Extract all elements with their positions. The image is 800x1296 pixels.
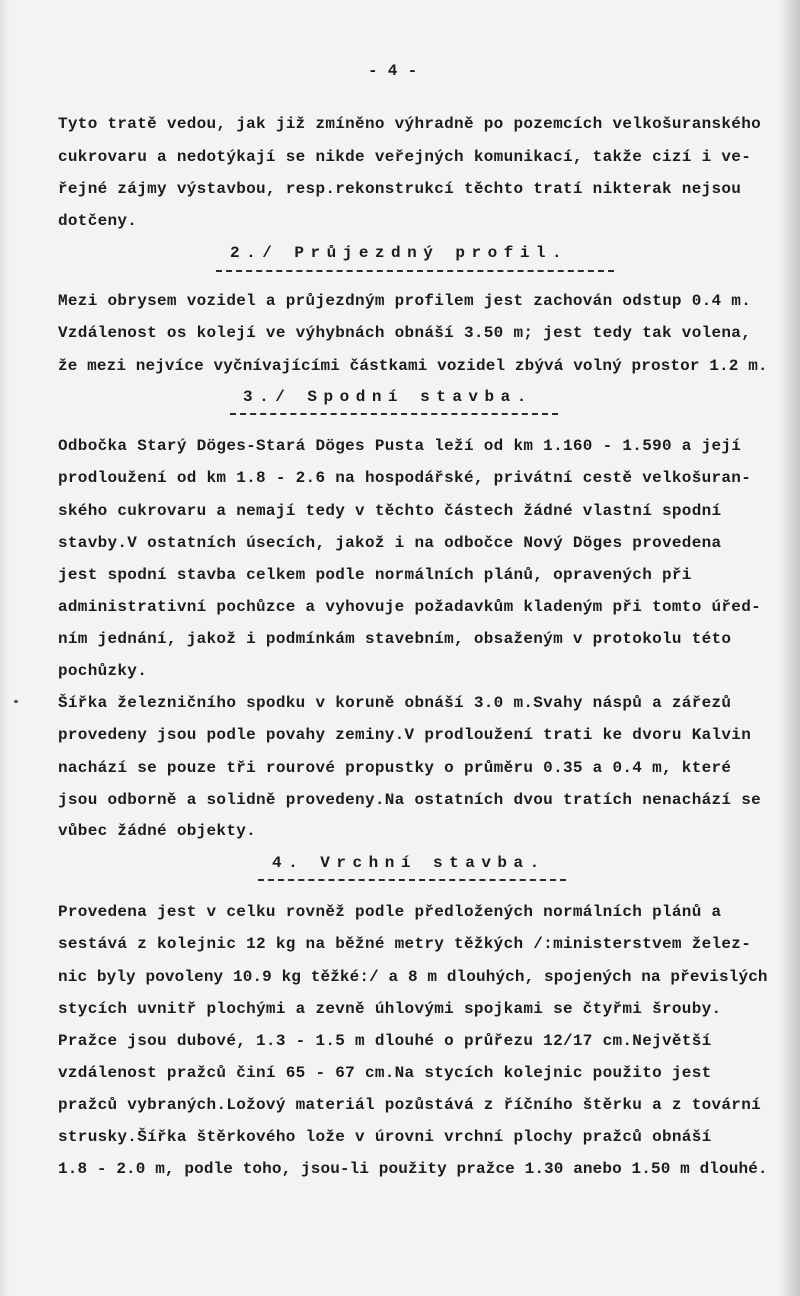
spodni-line-13: vůbec žádné objekty. (58, 822, 257, 840)
vrchni-line-1: Provedena jest v celku rovněž podle předložených normálních plánů a (58, 903, 722, 921)
page-edge-shadow-left (0, 0, 10, 1296)
spodni-line-10: provedeny jsou podle povahy zeminy.V prodloužení trati ke dvoru Kalvin (58, 726, 752, 744)
spodni-line-1: Odbočka Starý Döges-Stará Döges Pusta leží od km 1.160 - 1.590 a její (58, 437, 742, 455)
vrchni-line-8: strusky.Šířka štěrkového lože v úrovni vrchní plochy pražců obnáší (58, 1128, 712, 1146)
spodni-line-9: Šířka železničního spodku v koruně obnáší 3.0 m.Svahy náspů a zářezů (58, 694, 732, 712)
section-heading-profil: 2./ Průjezdný profil. (230, 244, 569, 262)
profil-line-2: Vzdálenost os kolejí ve výhybnách obnáší 3.50 m; jest tedy tak volena, (58, 324, 752, 342)
intro-line-2: cukrovaru a nedotýkají se nikde veřejných komunikací, takže cizí i ve- (58, 148, 752, 166)
profil-line-1: Mezi obrysem vozidel a průjezdným profilem jest zachován odstup 0.4 m. (58, 292, 752, 310)
section-heading-vrchni: 4. Vrchní stavba. (272, 854, 546, 872)
spodni-line-3: ského cukrovaru a nemají tedy v těchto částech žádné vlastní spodní (58, 502, 722, 520)
heading-underline (258, 879, 566, 881)
intro-line-1: Tyto tratě vedou, jak již zmíněno výhradně po pozemcích velkošuranského (58, 115, 762, 133)
heading-underline (230, 413, 558, 415)
spodni-line-7: ním jednání, jakož i podmínkám stavebním, obsaženým v protokolu této (58, 630, 732, 648)
vrchni-line-3: nic byly povoleny 10.9 kg těžké:/ a 8 m dlouhých, spojených na převislých (58, 968, 768, 986)
spodni-line-8: pochůzky. (58, 662, 148, 680)
spodni-line-4: stavby.V ostatních úsecích, jakož i na odbočce Nový Döges provedena (58, 534, 722, 552)
vrchni-line-2: sestává z kolejnic 12 kg na běžné metry těžkých /:ministerstvem želez- (58, 935, 752, 953)
page-number: - 4 - (368, 62, 418, 80)
intro-line-3: řejné zájmy výstavbou, resp.rekonstrukcí těchto tratí nikterak nejsou (58, 180, 742, 198)
vrchni-line-9: 1.8 - 2.0 m, podle toho, jsou-li použity pražce 1.30 anebo 1.50 m dlouhé. (58, 1160, 768, 1178)
vrchni-line-4: stycích uvnitř plochými a zevně úhlovými spojkami se čtyřmi šrouby. (58, 1000, 722, 1018)
spodni-line-12: jsou odborně a solidně provedeny.Na ostatních dvou tratích nenachází se (58, 791, 762, 809)
vrchni-line-6: vzdálenost pražců činí 65 - 67 cm.Na stycích kolejnic použito jest (58, 1064, 712, 1082)
vrchni-line-5: Pražce jsou dubové, 1.3 - 1.5 m dlouhé o průřezu 12/17 cm.Největší (58, 1032, 712, 1050)
vrchni-line-7: pražců vybraných.Ložový materiál pozůstává z říčního štěrku a z tovární (58, 1096, 762, 1114)
section-heading-spodni: 3./ Spodní stavba. (243, 388, 533, 406)
spodni-line-5: jest spodní stavba celkem podle normálních plánů, opravených při (58, 566, 692, 584)
heading-underline (216, 270, 614, 272)
page-edge-shadow-right (778, 0, 800, 1296)
paper-speck (14, 700, 18, 703)
intro-line-4: dotčeny. (58, 212, 138, 230)
spodni-line-2: prodloužení od km 1.8 - 2.6 na hospodářské, privátní cestě velkošuran- (58, 469, 752, 487)
profil-line-3: že mezi nejvíce vyčnívajícími částkami vozidel zbývá volný prostor 1.2 m. (58, 357, 768, 375)
spodni-line-11: nachází se pouze tři rourové propustky o průměru 0.35 a 0.4 m, které (58, 759, 732, 777)
spodni-line-6: administrativní pochůzce a vyhovuje požadavkům kladeným při tomto úřed- (58, 598, 762, 616)
